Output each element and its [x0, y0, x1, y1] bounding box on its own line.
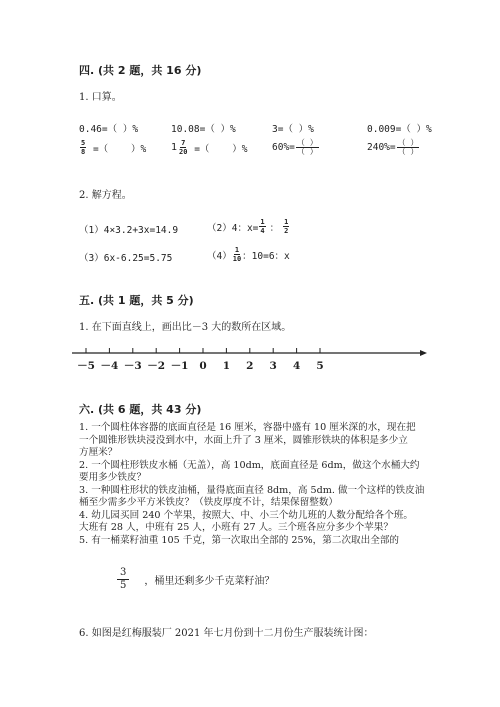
problem-line: 方厘米？: [79, 447, 118, 458]
problem-line: 大班有 28 人，中班有 25 人，小班有 27 人。三个班各应分多少个苹果？: [79, 522, 393, 533]
problem-line: 一个圆锥形铁块浸没到水中，水面上升了 3 厘米，圆锥形铁块的体积是多少立: [79, 434, 408, 446]
section-5-title: 五. (共 1 题，共 5 分): [79, 294, 194, 307]
fraction: $\frac{3}{5}$: [117, 567, 129, 592]
calc-item: 10.08=（ ）%: [171, 124, 236, 135]
problem-line: 桶至少需多少平方米铁皮？（铁皮厚度不计，结果保留整数）: [79, 497, 339, 508]
arrow-icon: [420, 350, 427, 356]
calc-item-percent-fraction: 60%= $\frac{( )}{( )}$: [272, 138, 318, 156]
calc-item-mixed-number: 1 $\frac{7}{20}$ =（ ）%: [171, 139, 248, 156]
problem-line: 1. 一个圆柱体容器的底面直径是 16 厘米，容器中盛有 10 厘米深的水，现在把: [79, 422, 416, 433]
equation-3: （3）6x-6.25=5.75: [79, 253, 173, 264]
word-problems: [79, 422, 424, 547]
q2-label: 2. 解方程。: [79, 190, 132, 201]
calc-item: 0.46=（ ）%: [79, 124, 139, 135]
number-line-label: 0: [199, 360, 207, 372]
calc-item-percent-fraction: 240%= $\frac{( )}{( )}$: [367, 138, 419, 156]
section-4-title: 四. (共 2 题，共 16 分): [79, 64, 202, 77]
section-6-title: 六. (共 6 题，共 43 分): [79, 403, 202, 416]
problem-line: 3. 一种圆柱形状的铁皮油桶，量得底面直径 8dm，高 5dm. 做一个这样的铁皮油: [79, 484, 425, 496]
number-line-label: 2: [246, 360, 254, 372]
number-line-label: －4: [100, 360, 119, 372]
number-line-label: 1: [222, 360, 231, 372]
problem-line: 5. 有一桶菜籽油重 105 千克，第一次取出全部的 25%，第二次取出全部的: [79, 534, 400, 546]
number-line-label: －2: [147, 360, 166, 372]
number-line-label: －5: [77, 360, 95, 372]
equation-1: （1）4×3.2+3x=14.9: [79, 225, 179, 236]
q6-text: 6. 如图是红梅服装厂 2021 年七月份到十二月份生产服装统计图：: [79, 628, 374, 639]
number-line: [70, 343, 430, 377]
equation-4: （4） $\frac{1}{10}$ ：10=6：x: [207, 246, 290, 263]
problem-5-continuation: $\frac{3}{5}$ ，桶里还剩多少千克菜籽油？: [116, 567, 274, 592]
fraction: $\frac{5}{8}$: [81, 139, 86, 156]
calc-item-fraction: $\frac{5}{8}$ =（ ）%: [81, 139, 147, 156]
number-line-label: －1: [170, 360, 189, 372]
calc-item: 0.009=（ ）%: [367, 124, 432, 135]
problem-line: 要用多少铁皮？: [79, 472, 147, 483]
q1-text: 1. 在下面直线上，画出比－3 大的数所在区域。: [79, 322, 292, 333]
problem-line: 2. 一个圆柱形铁皮水桶（无盖），高 10dm，底面直径是 6dm，做这个水桶大约: [79, 459, 420, 471]
number-line-label: 4: [292, 360, 301, 372]
number-line-label: 3: [269, 360, 277, 372]
equation-2: （2）4：x= $\frac{1}{4}$ ： $\frac{1}{2}$: [207, 218, 289, 235]
q1-label: 1. 口算。: [79, 92, 122, 103]
calc-item: 3=（ ）%: [272, 124, 314, 135]
number-line-label: －3: [123, 360, 142, 372]
problem-line: 4. 幼儿园买回 240 个苹果，按照大、中、小三个幼儿班的人数分配给各个班。: [79, 509, 414, 521]
number-line-label: 5: [316, 360, 324, 372]
